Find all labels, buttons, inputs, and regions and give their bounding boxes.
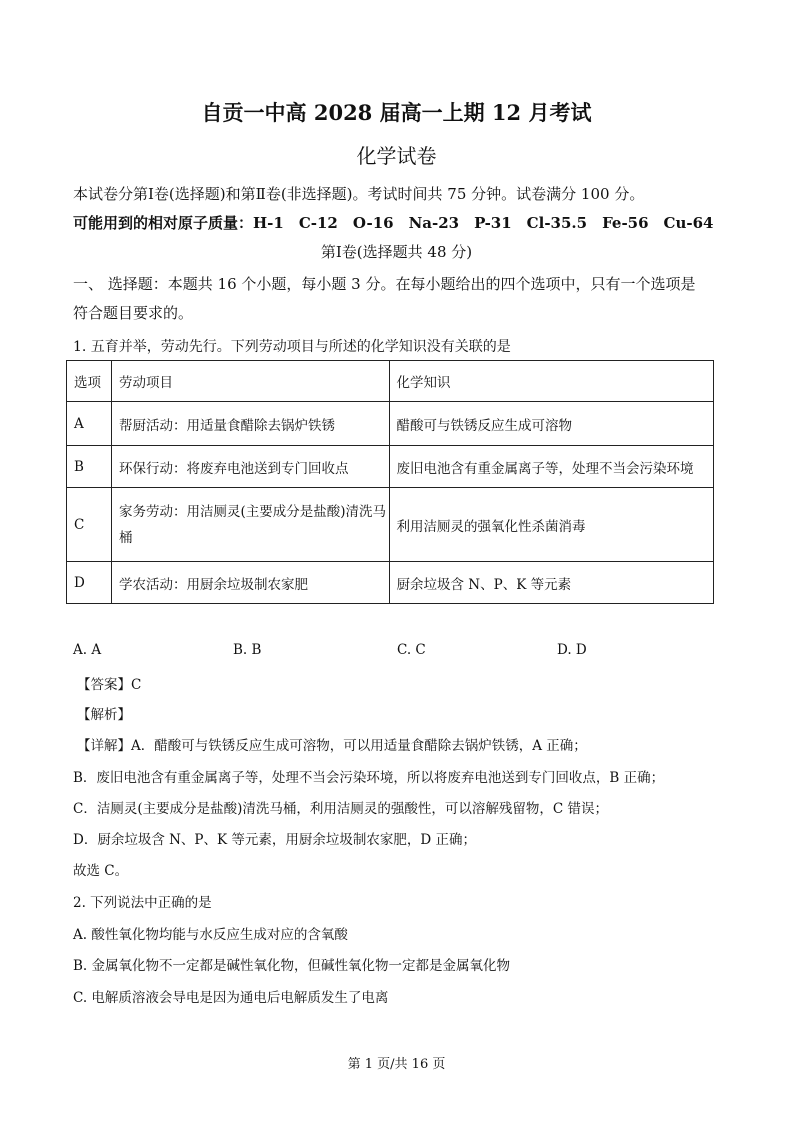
table-cell: 帮厨活动：用适量食醋除去锅炉铁锈: [111, 402, 389, 446]
q1-stem: 1. 五育并举，劳动先行。下列劳动项目与所述的化学知识没有关联的是: [73, 339, 511, 355]
q1-option-b: B. B: [233, 642, 262, 658]
q1-detail-line: B．废旧电池含有重金属离子等，处理不当会污染环境，所以将废弃电池送到专门回收点，B 正确；: [73, 770, 665, 786]
q1-detail-line: D．厨余垃圾含 N、P、K 等元素，用厨余垃圾制农家肥，D 正确；: [73, 832, 477, 848]
q1-option-a: A. A: [73, 642, 102, 658]
table-cell: 学农活动：用厨余垃圾制农家肥: [111, 562, 389, 604]
section-title: 第Ⅰ卷(选择题共 48 分): [320, 243, 473, 261]
table-cell: 醋酸可与铁锈反应生成可溶物: [389, 402, 713, 446]
part-heading-line-2: 符合题目要求的。: [73, 304, 194, 322]
table-header-cell: 化学知识: [389, 361, 713, 402]
table-cell: 利用洁厕灵的强氧化性杀菌消毒: [389, 488, 713, 562]
q1-table: [66, 360, 714, 604]
q2-option-c: C. 电解质溶液会导电是因为通电后电解质发生了电离: [73, 990, 389, 1006]
exam-title: 自贡一中高 2028 届高一上期 12 月考试: [201, 100, 592, 125]
q1-analysis-label: 【解析】: [77, 707, 131, 723]
table-cell: 厨余垃圾含 N、P、K 等元素: [389, 562, 713, 604]
intro-line-1: 本试卷分第Ⅰ卷(选择题)和第Ⅱ卷(非选择题)。考试时间共 75 分钟。试卷满分 100 分。: [73, 185, 645, 203]
table-cell: B: [67, 446, 112, 488]
table-cell: C: [67, 488, 112, 562]
q1-detail-line: 【详解】A．醋酸可与铁锈反应生成可溶物，可以用适量食醋除去锅炉铁锈，A 正确；: [77, 738, 587, 754]
q2-option-a: A. 酸性氧化物均能与水反应生成对应的含氧酸: [73, 927, 348, 943]
page-footer: 第 1 页/共 16 页: [347, 1057, 446, 1072]
table-row: [67, 562, 714, 604]
table-cell: 废旧电池含有重金属离子等，处理不当会污染环境: [389, 446, 713, 488]
table-row: [67, 402, 714, 446]
q2-option-b: B. 金属氧化物不一定都是碱性氧化物，但碱性氧化物一定都是金属氧化物: [73, 958, 511, 974]
table-row: [67, 446, 714, 488]
table-cell: 家务劳动：用洁厕灵(主要成分是盐酸)清洗马桶: [111, 488, 389, 562]
table-cell: A: [67, 402, 112, 446]
q1-detail-line: 故选 C。: [73, 863, 129, 879]
exam-subtitle: 化学试卷: [356, 144, 437, 168]
q1-option-c: C. C: [397, 642, 426, 658]
q1-option-d: D. D: [557, 642, 587, 658]
table-header-cell: 劳动项目: [111, 361, 389, 402]
table-cell: 环保行动：将废弃电池送到专门回收点: [111, 446, 389, 488]
atomic-mass-line: 可能用到的相对原子质量：H-1 C-12 O-16 Na-23 P-31 Cl-35.5 Fe-56 Cu-64: [73, 214, 714, 232]
table-header-cell: 选项: [67, 361, 112, 402]
q2-stem: 2. 下列说法中正确的是: [73, 895, 212, 911]
q1-answer: 【答案】C: [77, 677, 142, 693]
table-cell: D: [67, 562, 112, 604]
q1-detail-line: C．洁厕灵(主要成分是盐酸)清洗马桶，利用洁厕灵的强酸性，可以溶解残留物，C 错误；: [73, 801, 608, 817]
part-heading-line-1: 一、 选择题：本题共 16 个小题，每小题 3 分。在每小题给出的四个选项中，只有一个选项是: [73, 275, 696, 293]
table-row: [67, 488, 714, 562]
table-header-row: [67, 361, 714, 402]
